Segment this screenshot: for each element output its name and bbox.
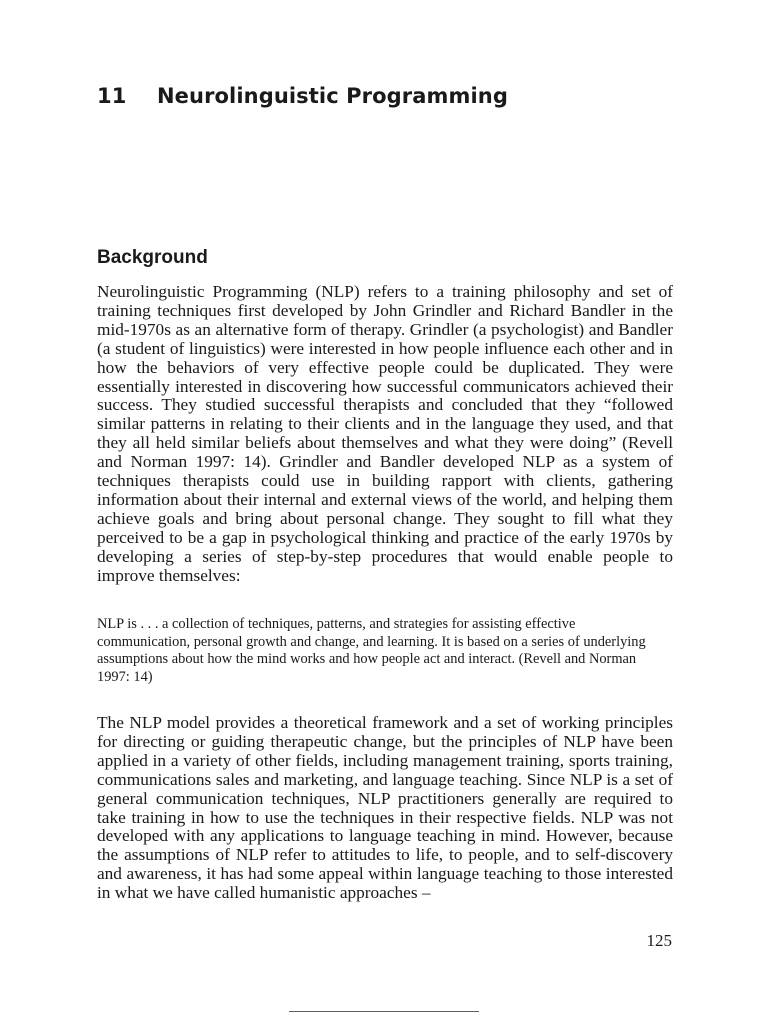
section-heading: Background <box>97 247 208 268</box>
chapter-number: 11 <box>97 84 127 108</box>
footer-divider <box>289 1011 479 1012</box>
page-number: 125 <box>646 931 672 950</box>
chapter-heading <box>97 84 508 108</box>
body-paragraph-2: The NLP model provides a theoretical framework and a set of working principles for directing or guiding therapeutic change, but the principles of NLP have been applied in a variety of other fields, including management training, sports training, communications sales and marketing, and language teaching. Since NLP is a set of general communication techniques, NLP practitioners generally are required to take training in how to use the techniques in their respective fields. NLP was not developed with any applications to language teaching in mind. However, because the assumptions of NLP refer to attitudes to life, to people, and to self-discovery and awareness, it has had some appeal within language teaching to those interested in what we have called humanistic approaches – <box>97 713 673 903</box>
chapter-title: Neurolinguistic Programming <box>157 84 508 108</box>
block-quote: NLP is . . . a collection of techniques, patterns, and strategies for assisting effective communication, personal growth and change, and learning. It is based on a series of underlying assumptions about how the mind works and how people act and interact. (Revell and Norman 1997: 14) <box>97 616 646 685</box>
body-paragraph-1: Neurolinguistic Programming (NLP) refers to a training philosophy and set of training techniques first developed by John Grindler and Richard Bandler in the mid-1970s as an alternative form of therapy. Grindler (a psychologist) and Bandler (a student of linguistics) were interested in how people influence each other and in how the behaviors of very effective people could be duplicated. They were essentially interested in discovering how successful communicators achieved their success. They studied successful therapists and concluded that they “followed similar patterns in relating to their clients and in the language they used, and that they all held similar beliefs about themselves and what they were doing” (Revell and Norman 1997: 14). Grindler and Bandler developed NLP as a system of techniques therapists could use in building rapport with clients, gathering information about their internal and external views of the world, and helping them achieve goals and bring about personal change. They sought to fill what they perceived to be a gap in psychological thinking and practice of the early 1970s by developing a series of step-by-step procedures that would enable people to improve themselves: <box>97 282 673 585</box>
